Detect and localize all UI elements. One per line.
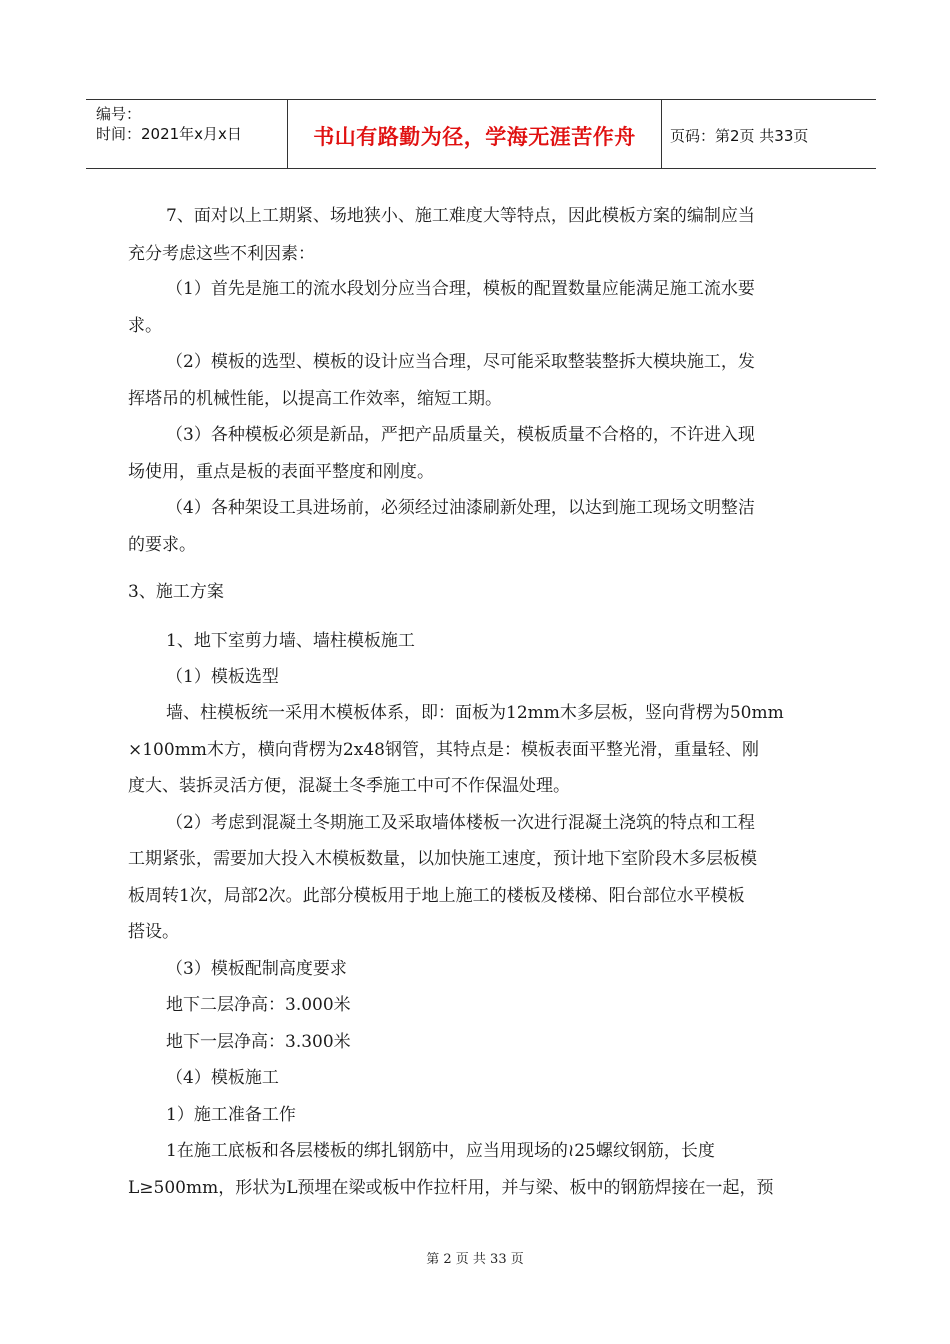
paragraph-line: 1）施工准备工作	[166, 1105, 296, 1125]
paragraph-line: 挥塔吊的机械性能，以提高工作效率，缩短工期。	[128, 389, 502, 409]
subsection-heading: 1、地下室剪力墙、墙柱模板施工	[166, 631, 415, 651]
paragraph-line: 求。	[128, 316, 162, 336]
paragraph-line: 场使用，重点是板的表面平整度和刚度。	[128, 462, 434, 482]
paragraph-line: 地下一层净高：3.300米	[166, 1032, 351, 1052]
paragraph-line: （2）考虑到混凝土冬期施工及采取墙体楼板一次进行混凝土浇筑的特点和工程	[166, 813, 755, 833]
header-meta	[86, 100, 288, 168]
paragraph-line: （1）首先是施工的流水段划分应当合理，模板的配置数量应能满足施工流水要	[166, 279, 755, 299]
number-label: 编号：	[96, 105, 142, 123]
paragraph-line: （4）各种架设工具进场前，必须经过油漆刷新处理，以达到施工现场文明整洁	[166, 498, 755, 518]
paragraph-line: （4）模板施工	[166, 1068, 279, 1088]
paragraph-line: 板周转1次，局部2次。此部分模板用于地上施工的楼板及楼梯、阳台部位水平模板	[128, 886, 745, 906]
time-label: 时间：2021年x月x日	[96, 125, 242, 143]
paragraph-line: 工期紧张，需要加大投入木模板数量，以加快施工速度，预计地下室阶段木多层板模	[128, 849, 757, 869]
header-motto: 书山有路勤为径，学海无涯苦作舟	[288, 100, 662, 168]
paragraph-line: 地下二层净高：3.000米	[166, 995, 351, 1015]
paragraph-line: 的要求。	[128, 535, 196, 555]
paragraph-line: 墙、柱模板统一采用木模板体系，即：面板为12mm木多层板，竖向背楞为50mm	[166, 703, 784, 723]
page-footer: 第 2 页 共 33 页	[426, 1252, 524, 1267]
header-table	[86, 99, 876, 169]
paragraph-line: （3）模板配制高度要求	[166, 959, 347, 979]
section-heading: 3、施工方案	[128, 582, 224, 602]
paragraph-line: （1）模板选型	[166, 667, 279, 687]
paragraph-line: （3）各种模板必须是新品，严把产品质量关，模板质量不合格的，不许进入现	[166, 425, 755, 445]
paragraph-line: ×100mm木方，横向背楞为2ⅹ48钢管，其特点是：模板表面平整光滑，重量轻、刚	[128, 740, 759, 760]
paragraph-line: （2）模板的选型、模板的设计应当合理，尽可能采取整装整拆大模块施工，发	[166, 352, 755, 372]
paragraph-line: L≥500mm，形状为L预埋在梁或板中作拉杆用，并与梁、板中的钢筋焊接在一起，预	[128, 1178, 774, 1198]
header-page-info: 页码：第2页 共33页	[670, 126, 809, 145]
paragraph-line: 1在施工底板和各层楼板的绑扎钢筋中，应当用现场的≀25螺纹钢筋，长度	[166, 1141, 715, 1161]
paragraph-line: 度大、装拆灵活方便，混凝土冬季施工中可不作保温处理。	[128, 776, 570, 796]
paragraph-line: 7、面对以上工期紧、场地狭小、施工难度大等特点，因此模板方案的编制应当	[166, 206, 755, 226]
paragraph-line: 充分考虑这些不利因素：	[128, 244, 315, 264]
paragraph-line: 搭设。	[128, 922, 179, 942]
